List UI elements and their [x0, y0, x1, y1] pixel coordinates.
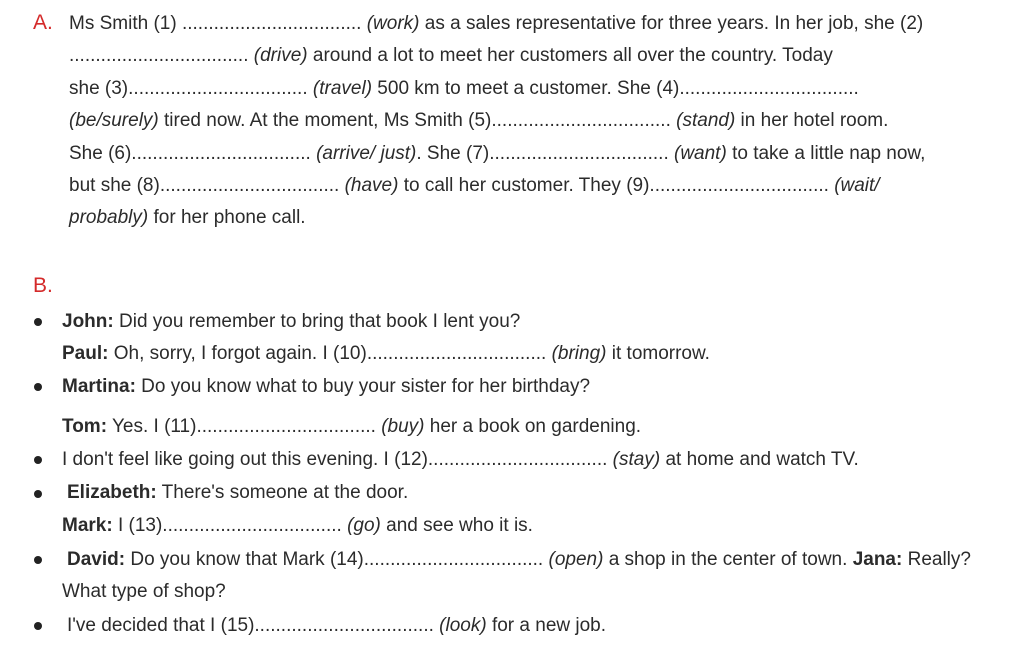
dialogue-4-line-2: Mark: I (13).................................. (go) and see who it is.: [62, 515, 533, 536]
dialogue-4-line-1: Elizabeth: There's someone at the door.: [67, 482, 409, 503]
bullet-icon: [34, 383, 42, 391]
dialogue-1-line-2: Paul: Oh, sorry, I forgot again. I (10).................................. (bring) it tomorrow.: [62, 343, 710, 364]
dialogue-5-line-2: What type of shop?: [62, 581, 226, 602]
paragraph-a-line-1: Ms Smith (1) .................................. (work) as a sales representative for three years. In her job, she (2): [69, 13, 924, 34]
paragraph-a-line-5: She (6).................................. (arrive/ just). She (7).................................. (want) to take a little nap now,: [69, 143, 926, 164]
section-a-label: A.: [33, 11, 53, 34]
bullet-icon: [34, 490, 42, 498]
paragraph-a-line-3: she (3).................................. (travel) 500 km to meet a customer. She (4)..................................: [69, 78, 859, 99]
paragraph-a-line-2: .................................. (drive) around a lot to meet her customers all over the country. Today: [69, 45, 833, 66]
dialogue-2-line-2: Tom: Yes. I (11).................................. (buy) her a book on gardening.: [62, 416, 642, 437]
bullet-icon: [34, 456, 42, 464]
bullet-icon: [34, 622, 42, 630]
section-b-label: B.: [33, 274, 53, 297]
paragraph-a-line-7: probably) for her phone call.: [69, 207, 306, 228]
dialogue-2-line-1: Martina: Do you know what to buy your sister for her birthday?: [62, 376, 591, 397]
sentence-12: I don't feel like going out this evening. I (12).................................. (stay) at home and watch TV.: [62, 449, 859, 470]
paragraph-a-line-6: but she (8).................................. (have) to call her customer. They (9).................................. (wait/: [69, 175, 880, 196]
dialogue-1-line-1: John: Did you remember to bring that book I lent you?: [62, 311, 521, 332]
dialogue-5-line-1: David: Do you know that Mark (14).................................. (open) a shop in the center of town. Jana: Really?: [67, 549, 971, 570]
bullet-icon: [34, 556, 42, 564]
bullet-icon: [34, 318, 42, 326]
paragraph-a-line-4: (be/surely) tired now. At the moment, Ms Smith (5).................................. (stand) in her hotel room.: [69, 110, 889, 131]
sentence-15: I've decided that I (15).................................. (look) for a new job.: [67, 615, 607, 636]
